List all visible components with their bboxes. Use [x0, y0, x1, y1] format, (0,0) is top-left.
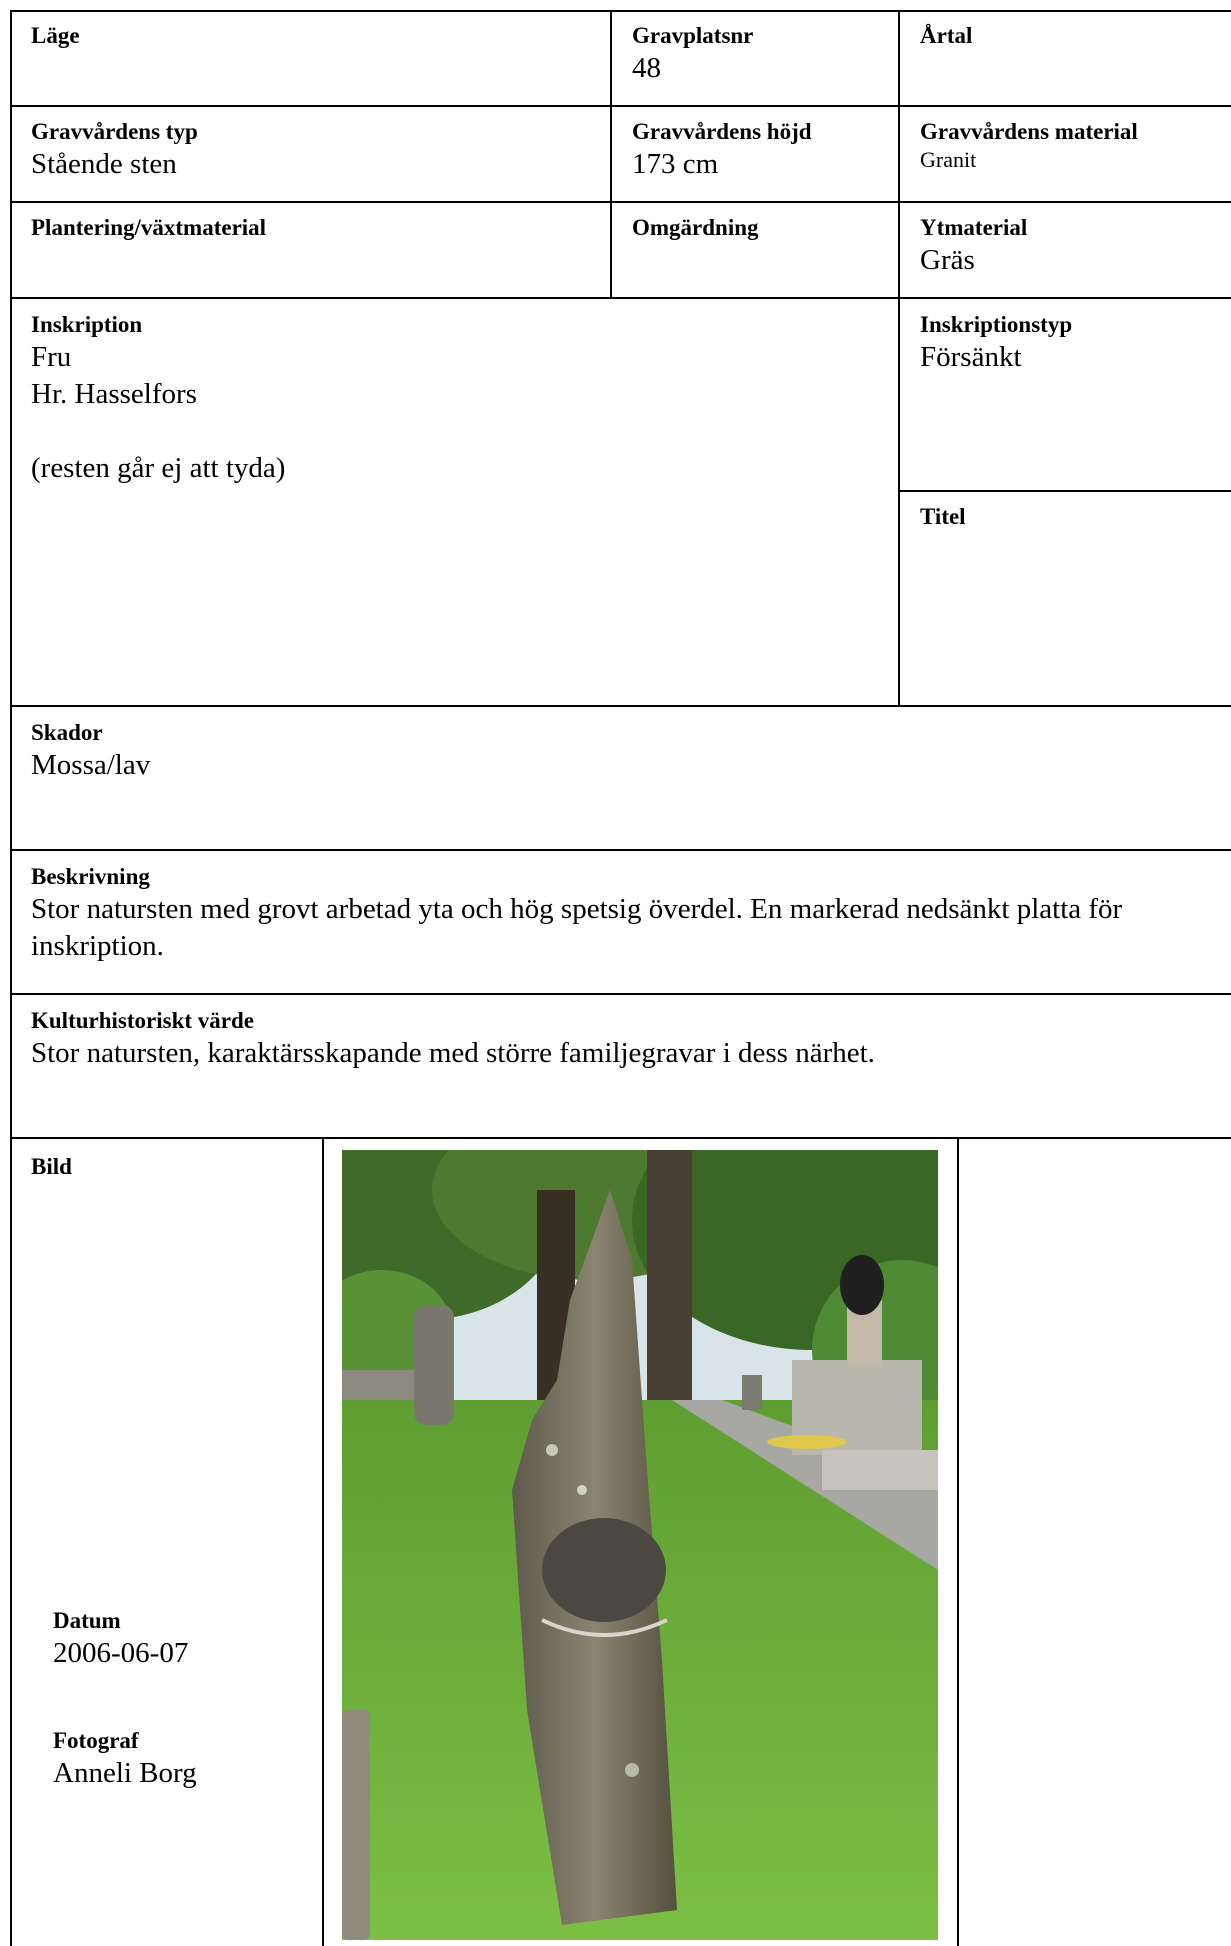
table-border	[10, 705, 1231, 707]
field-titel	[920, 503, 1220, 531]
table-border	[610, 10, 612, 297]
field-label: Kulturhistoriskt värde	[31, 1008, 254, 1033]
field-label: Skador	[31, 720, 103, 745]
field-beskrivning	[31, 863, 1211, 965]
field-bild	[31, 1153, 311, 1181]
field-value: Stor natursten, karaktärsskapande med större familjegravar i dess närhet.	[31, 1037, 875, 1069]
field-value: 2006-06-07	[53, 1637, 189, 1669]
field-label: Gravvårdens material	[920, 119, 1138, 144]
field-label: Plantering/växtmaterial	[31, 215, 267, 240]
field-value: Anneli Borg	[53, 1757, 197, 1789]
table-border	[898, 490, 1231, 492]
field-plantering	[31, 214, 601, 242]
inscription-line: Hr. Hasselfors	[31, 378, 197, 410]
field-label: Inskriptionstyp	[920, 312, 1073, 337]
table-border	[957, 1137, 959, 1946]
field-inskription	[31, 311, 891, 487]
table-border	[10, 10, 1231, 12]
field-label: Omgärdning	[632, 215, 759, 240]
table-border	[10, 297, 1231, 299]
field-value: Försänkt	[920, 341, 1022, 373]
field-gravvard-hojd	[632, 118, 892, 183]
table-border	[898, 10, 900, 705]
table-border	[322, 1137, 324, 1946]
field-kulturhistoriskt-varde	[31, 1007, 1211, 1072]
field-skador	[31, 719, 1211, 784]
table-border	[10, 993, 1231, 995]
field-label: Fotograf	[53, 1728, 139, 1753]
field-value: 173 cm	[632, 148, 719, 180]
field-value: Stor natursten med grovt arbetad yta och hög spetsig överdel. En markerad nedsänkt platta för inskription.	[31, 893, 1123, 962]
field-label: Inskription	[31, 312, 143, 337]
field-omgardning	[632, 214, 892, 242]
inscription-line: Fru	[31, 341, 72, 373]
field-datum	[53, 1607, 313, 1672]
field-gravvard-material	[920, 118, 1225, 174]
field-label: Beskrivning	[31, 864, 150, 889]
field-inskriptionstyp	[920, 311, 1220, 376]
field-ytmaterial	[920, 214, 1220, 279]
table-border	[10, 10, 12, 1946]
field-label: Gravplatsnr	[632, 23, 754, 48]
field-value: Gräs	[920, 244, 975, 276]
field-label: Gravvårdens höjd	[632, 119, 812, 144]
table-border	[10, 105, 1231, 107]
field-label: Datum	[53, 1608, 121, 1633]
field-label: Läge	[31, 23, 80, 48]
table-border	[10, 201, 1231, 203]
field-lage	[31, 22, 601, 50]
field-value: 48	[632, 52, 661, 84]
field-value: Mossa/lav	[31, 749, 151, 781]
table-border	[10, 1137, 1231, 1139]
field-gravplatsnr	[632, 22, 892, 87]
field-label: Titel	[920, 504, 966, 529]
field-label: Gravvårdens typ	[31, 119, 198, 144]
field-fotograf	[53, 1727, 313, 1792]
field-value: Granit	[920, 147, 977, 172]
gravestone-photo	[342, 1150, 938, 1940]
field-label: Bild	[31, 1154, 72, 1179]
inscription-line: (resten går ej att tyda)	[31, 452, 286, 484]
table-border	[10, 849, 1231, 851]
field-label: Ytmaterial	[920, 215, 1028, 240]
field-label: Årtal	[920, 23, 973, 48]
field-gravvard-typ	[31, 118, 601, 183]
field-value: Stående sten	[31, 148, 177, 180]
inscription-line	[31, 413, 891, 450]
field-artal	[920, 22, 1220, 50]
